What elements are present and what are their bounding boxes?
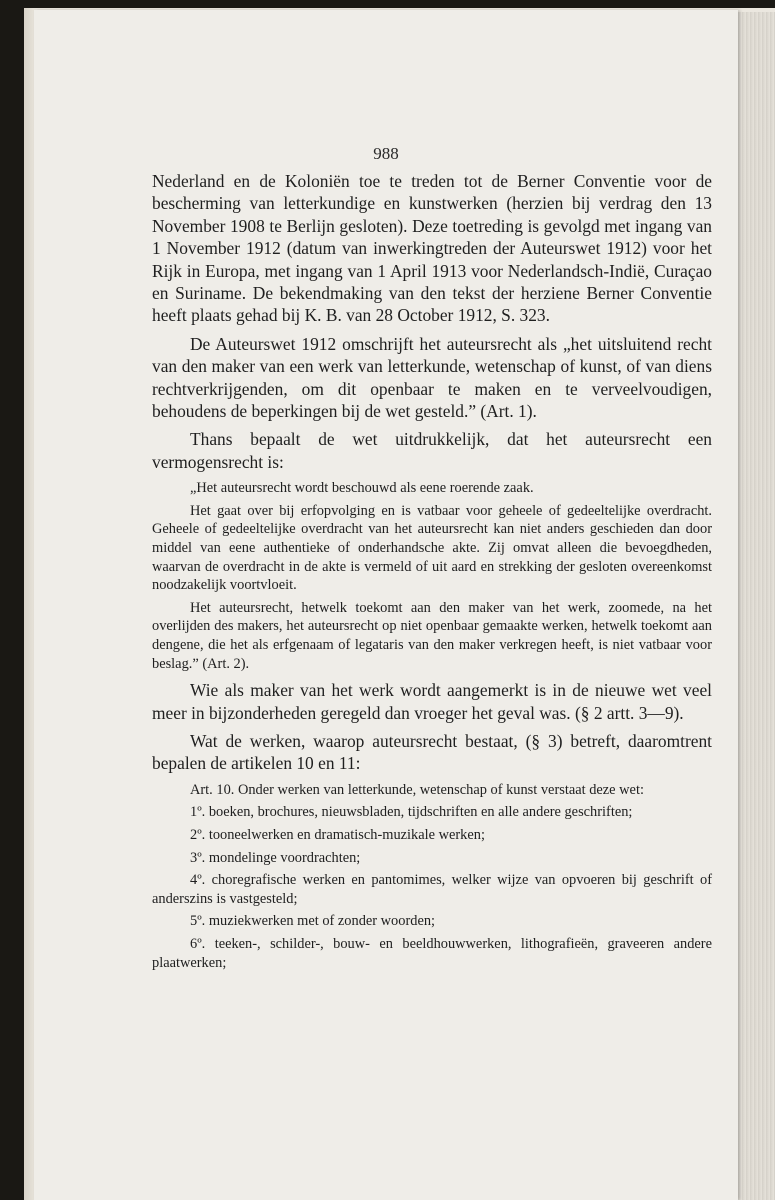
quote-roerende-zaak: „Het auteursrecht wordt beschouwd als eene roerende zaak.: [190, 480, 534, 497]
list-item-2: 2º. tooneelwerken en dramatisch-muzikale werken;: [190, 827, 485, 844]
quote-beslag: Het auteursrecht, hetwelk toekomt aan den maker van het werk, zoomede, na het overlijden des makers, het auteursrecht op niet openbaar gemaakte werken, hetwelk toekomt aan dengene, die het als erfgenaam of legataris van den maker verkregen heeft, is niet vatbaar voor beslag.” (Art. 2).: [152, 599, 712, 672]
list-item-5: 5º. muziekwerken met of zonder woorden;: [190, 913, 436, 930]
page-stack-edge: [738, 12, 775, 1200]
list-item-6: 6º. teeken-, schilder-, bouw- en beeldhouwwerken, lithografieën, graveeren andere plaatwerken;: [152, 936, 712, 971]
page-text: [152, 170, 712, 972]
paragraph-vermogensrecht: Thans bepaalt de wet uitdrukkelijk, dat het auteursrecht een vermogensrecht is:: [152, 429, 712, 472]
paragraph-berner-conventie: Nederland en de Koloniën toe te treden tot de Berner Conventie voor de bescherming van letterkundige en kunstwerken (herzien bij verdrag den 13 November 1908 te Berlijn gesloten). Deze toetreding is gevolgd met ingang van 1 November 1912 (datum van inwerkingtreden der Auteurswet 1912) voor het Rijk in Europa, met ingang van 1 April 1913 voor Nederlandsch-Indië, Curaçao en Suriname. De bekendmaking van den tekst der herziene Berner Conventie heeft plaats gehad bij K. B. van 28 October 1912, S. 323.: [152, 171, 712, 326]
article-10-intro: Art. 10. Onder werken van letterkunde, wetenschap of kunst verstaat deze wet:: [190, 781, 644, 798]
paragraph-werken: Wat de werken, waarop auteursrecht bestaat, (§ 3) betreft, daaromtrent bepalen de artikelen 10 en 11:: [152, 731, 712, 774]
list-item-3: 3º. mondelinge voordrachten;: [190, 849, 361, 866]
list-item-1: 1º. boeken, brochures, nieuwsbladen, tijdschriften en alle andere geschriften;: [190, 804, 633, 821]
list-item-4: 4º. choregrafische werken en pantomimes, welker wijze van opvoeren bij geschrift of anderszins is vastgesteld;: [152, 872, 712, 907]
quote-overdracht: Het gaat over bij erfopvolging en is vatbaar voor geheele of gedeeltelijke overdracht. Geheele of gedeeltelijke overdracht van het auteursrecht kan niet anders geschieden dan door middel van eene authentieke of onderhandsche akte. Zij omvat alleen die bevoegdheden, waarvan de overdracht in de akte is vermeld of uit aard en strekking der gesloten overeenkomst noodzakelijk voortvloeit.: [152, 502, 712, 594]
page-number: 988: [373, 144, 399, 163]
paragraph-maker: Wie als maker van het werk wordt aangemerkt is in de nieuwe wet veel meer in bijzonderheden geregeld dan vroeger het geval was. (§ 2 artt. 3—9).: [152, 680, 712, 723]
paragraph-auteurswet-definition: De Auteurswet 1912 omschrijft het auteursrecht als „het uitsluitend recht van den maker van een werk van letterkunde, wetenschap of kunst, of van diens rechtverkrijgenden, om dit openbaar te maken en te verveelvoudigen, behoudens de beperkingen bij de wet gesteld.” (Art. 1).: [152, 333, 712, 422]
